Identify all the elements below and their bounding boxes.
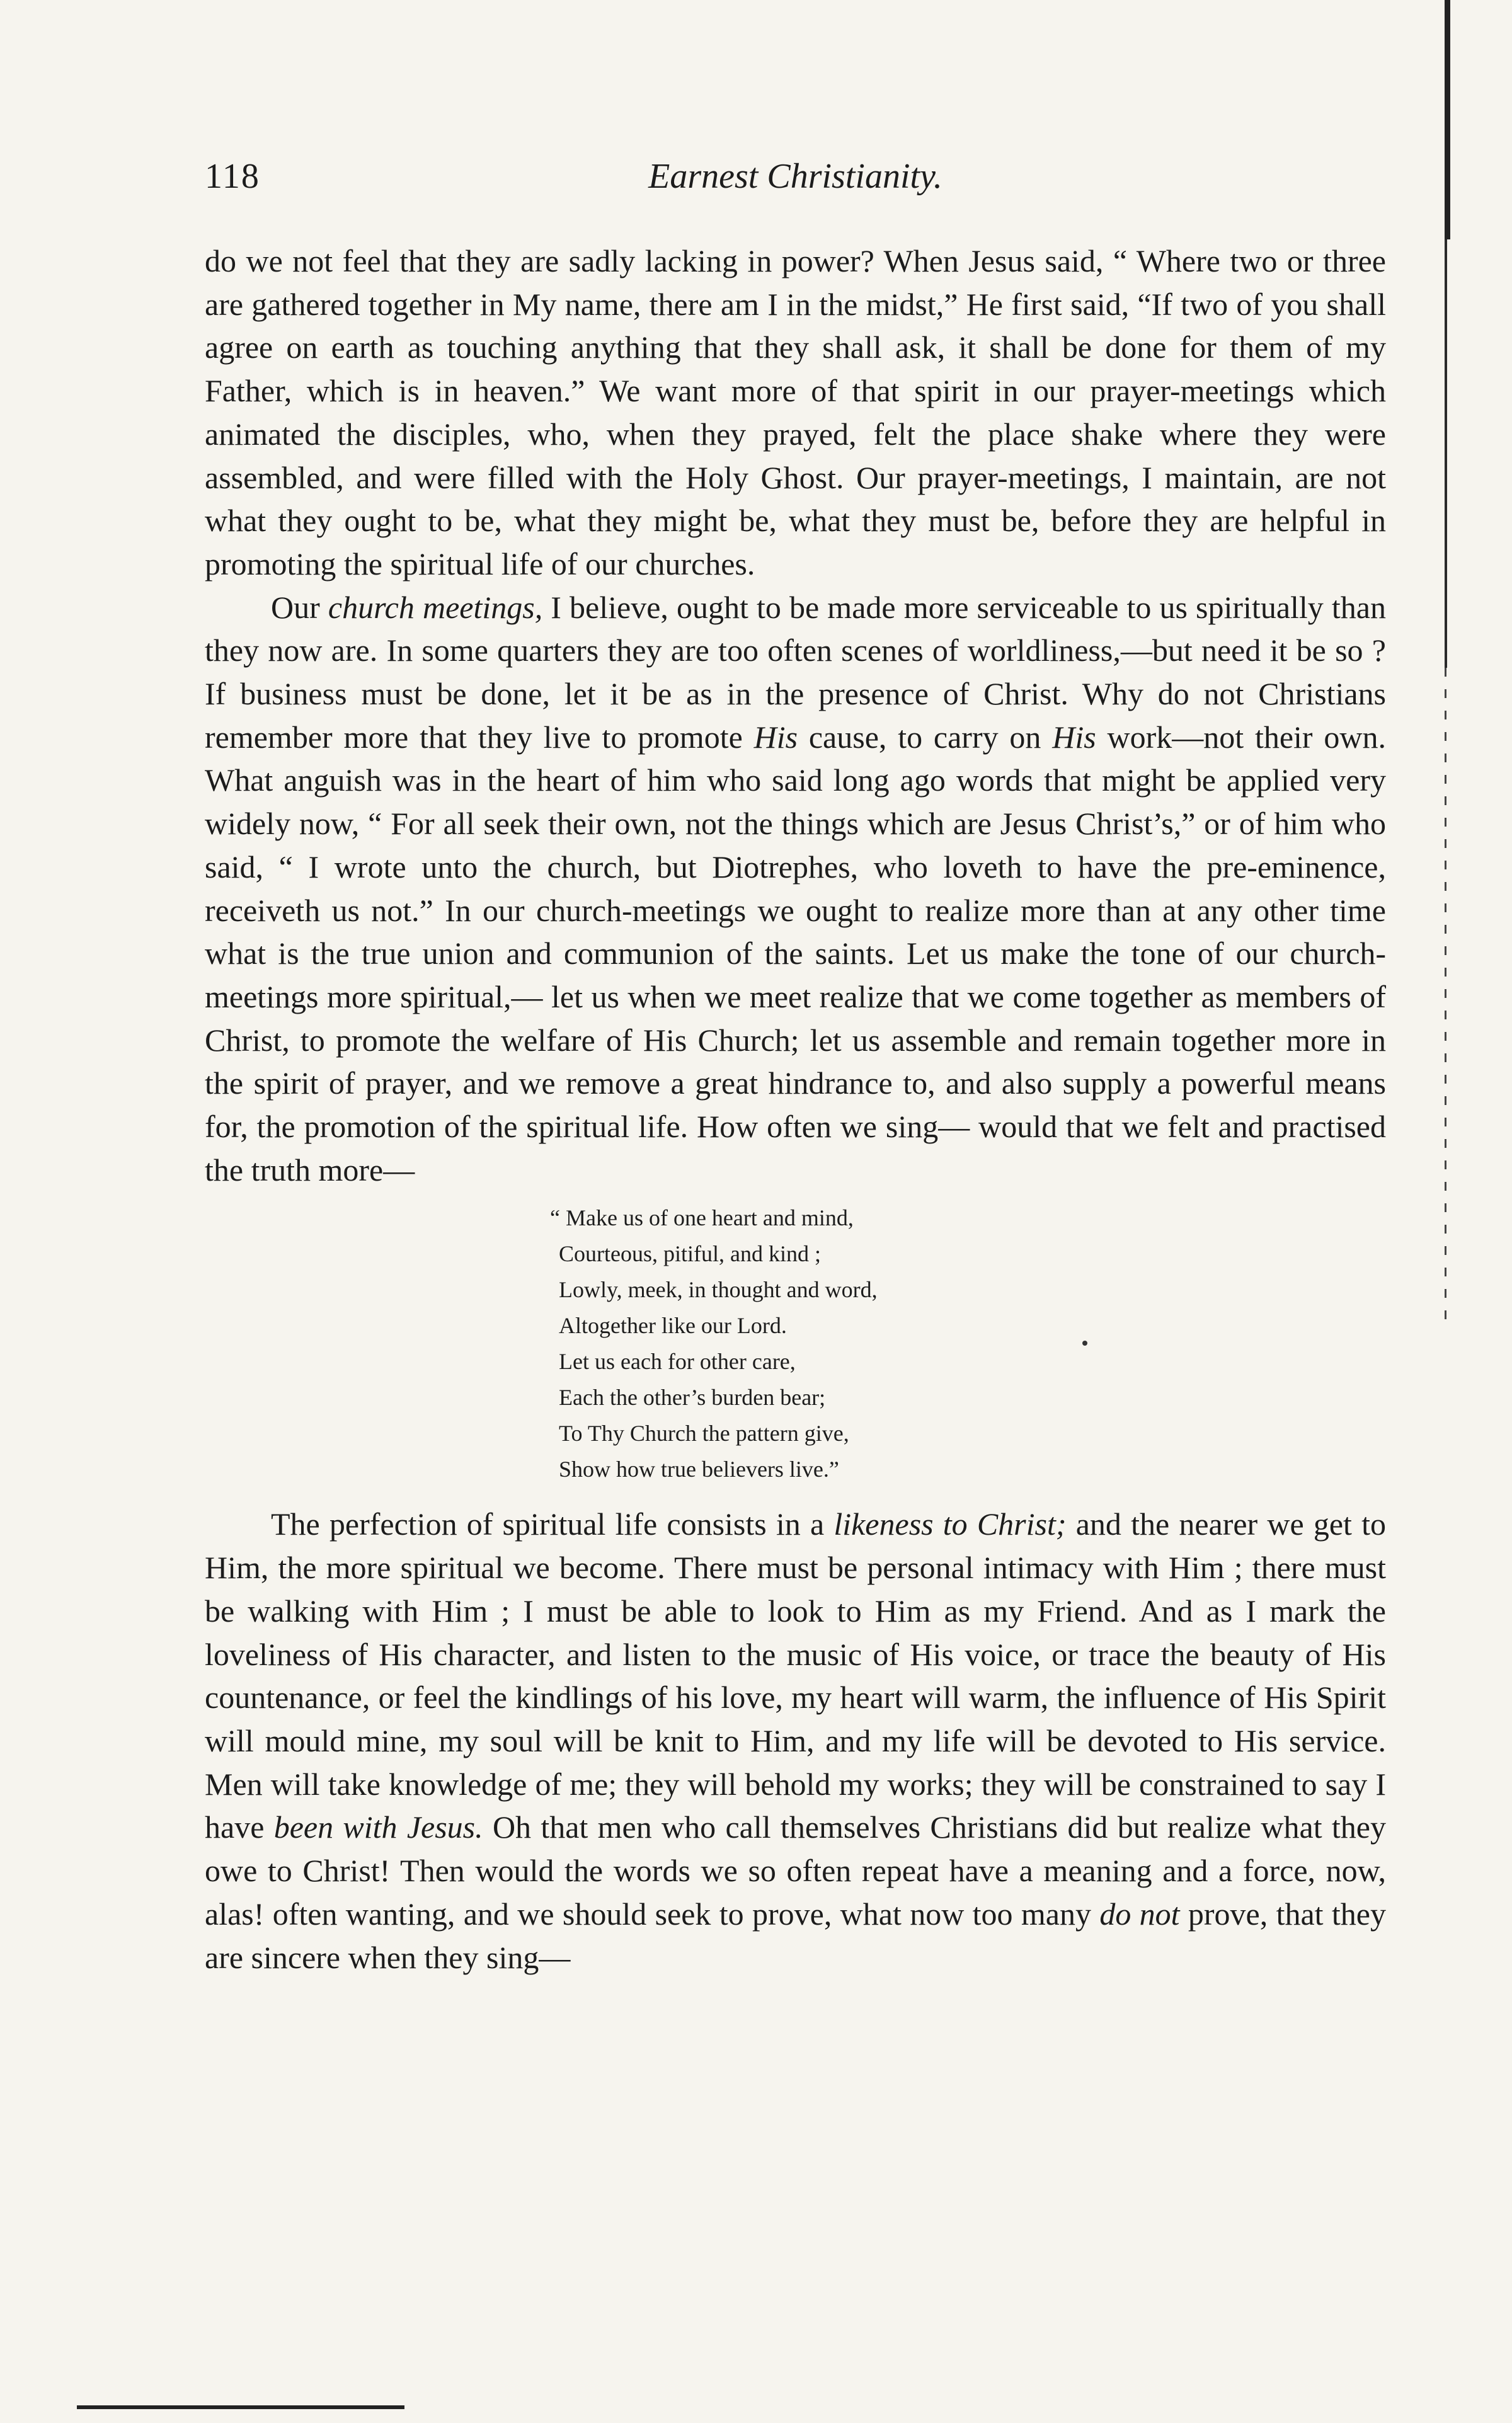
footer-rule bbox=[77, 2405, 404, 2409]
italic-run: His bbox=[753, 719, 798, 755]
text-run: Our bbox=[271, 589, 328, 625]
hymn-quotation bbox=[205, 1200, 1386, 1487]
text-run: The perfection of spiritual life consists in a bbox=[271, 1506, 834, 1542]
running-title: Earnest Christianity. bbox=[648, 157, 942, 196]
page-body bbox=[205, 239, 1386, 1979]
text-run: and the nearer we get to Him, the more spiritual we become. There must be personal intimacy with Him ; there must be walking with Him ; I must be able to look to Him as my Friend. And as I mark the loveliness of His character, and listen to the music of His voice, or trace the beauty of His countenance, or feel the kindlings of his love, my heart will warm, the influence of His Spirit will mould mine, my soul will be knit to Him, and my life will be devoted to His service. Men will take knowledge of me; they will behold my works; they will be constrained to say I have bbox=[205, 1506, 1386, 1845]
verse-line: Courteous, pitiful, and kind ; bbox=[559, 1241, 821, 1267]
text-run: I believe, ought to be made more serviceable to us spiritually than they now are. In some quarters they are too often scenes of worldliness,—but need it be so ? If business must be done, let it be as in the presence of Christ. Why do not Christians remember more that they live to promote bbox=[205, 589, 1386, 755]
paragraph-3 bbox=[205, 1503, 1386, 1979]
text-run: Oh that men who call themselves Christians did but realize what they owe to Christ! Then would the words we so often repeat have a meaning and a force, now, alas! often wanting, and we should seek to prove, what now too many bbox=[205, 1809, 1386, 1932]
paragraph-2 bbox=[205, 586, 1386, 1192]
text-run: work—not their own. What anguish was in the heart of him who said long ago words that might be applied very widely now, “ For all seek their own, not the things which are Jesus Christ’s,” or of him who said, “ I wrote unto the church, but Diotrephes, who loveth to have the pre-eminence, receiveth us not.” In our church-meetings we ought to realize more than at any other time what is the true union and communion of the saints. Let us make the tone of our church-meetings more spiritual,— let us when we meet realize that we come together as members of Christ, to promote the welfare of His Church; let us assemble and remain together more in the spirit of prayer, and we remove a great hindrance to, and also supply a powerful means for, the promotion of the spiritual life. How often we sing— would that we felt and practised the truth more— bbox=[205, 719, 1386, 1188]
italic-run: likeness to Christ; bbox=[833, 1506, 1067, 1542]
scan-edge-mark bbox=[1445, 0, 1450, 239]
text-run: prove, that they are sincere when they sing— bbox=[205, 1896, 1386, 1975]
text-run: cause, to carry on bbox=[798, 719, 1053, 755]
paragraph-1: do we not feel that they are sadly lacking in power? When Jesus said, “ Where two or three are gathered together in My name, there am I in the midst,” He first said, “If two of you shall agree on earth as touching anything that they shall ask, it shall be done for them of my Father, which is in heaven.” We want more of that spirit in our prayer-meetings which animated the disciples, who, when they prayed, felt the place shake where they were assembled, and were filled with the Holy Ghost. Our prayer-meetings, I maintain, are not what they ought to be, what they might be, what they must be, before they are helpful in promoting the spiritual life of our churches. bbox=[205, 243, 1386, 581]
verse-line: Each the other’s burden bear; bbox=[559, 1385, 826, 1411]
italic-run: been with Jesus. bbox=[273, 1809, 483, 1845]
verse-line: Let us each for other care, bbox=[559, 1349, 796, 1375]
italic-run: church meetings, bbox=[328, 589, 543, 625]
scan-edge-mark bbox=[1445, 239, 1447, 668]
ink-speck bbox=[1082, 1341, 1087, 1346]
verse-line: “ Make us of one heart and mind, bbox=[550, 1205, 854, 1231]
italic-run: His bbox=[1052, 719, 1096, 755]
verse-line: Lowly, meek, in thought and word, bbox=[559, 1277, 878, 1303]
italic-run: do not bbox=[1099, 1896, 1180, 1932]
verse-line: Show how true believers live.” bbox=[559, 1457, 839, 1482]
verse-line: To Thy Church the pattern give, bbox=[559, 1421, 849, 1446]
page-number: 118 bbox=[205, 157, 260, 196]
page-header bbox=[205, 156, 1386, 213]
scan-edge-mark bbox=[1445, 668, 1446, 1329]
verse-line: Altogether like our Lord. bbox=[559, 1313, 787, 1339]
